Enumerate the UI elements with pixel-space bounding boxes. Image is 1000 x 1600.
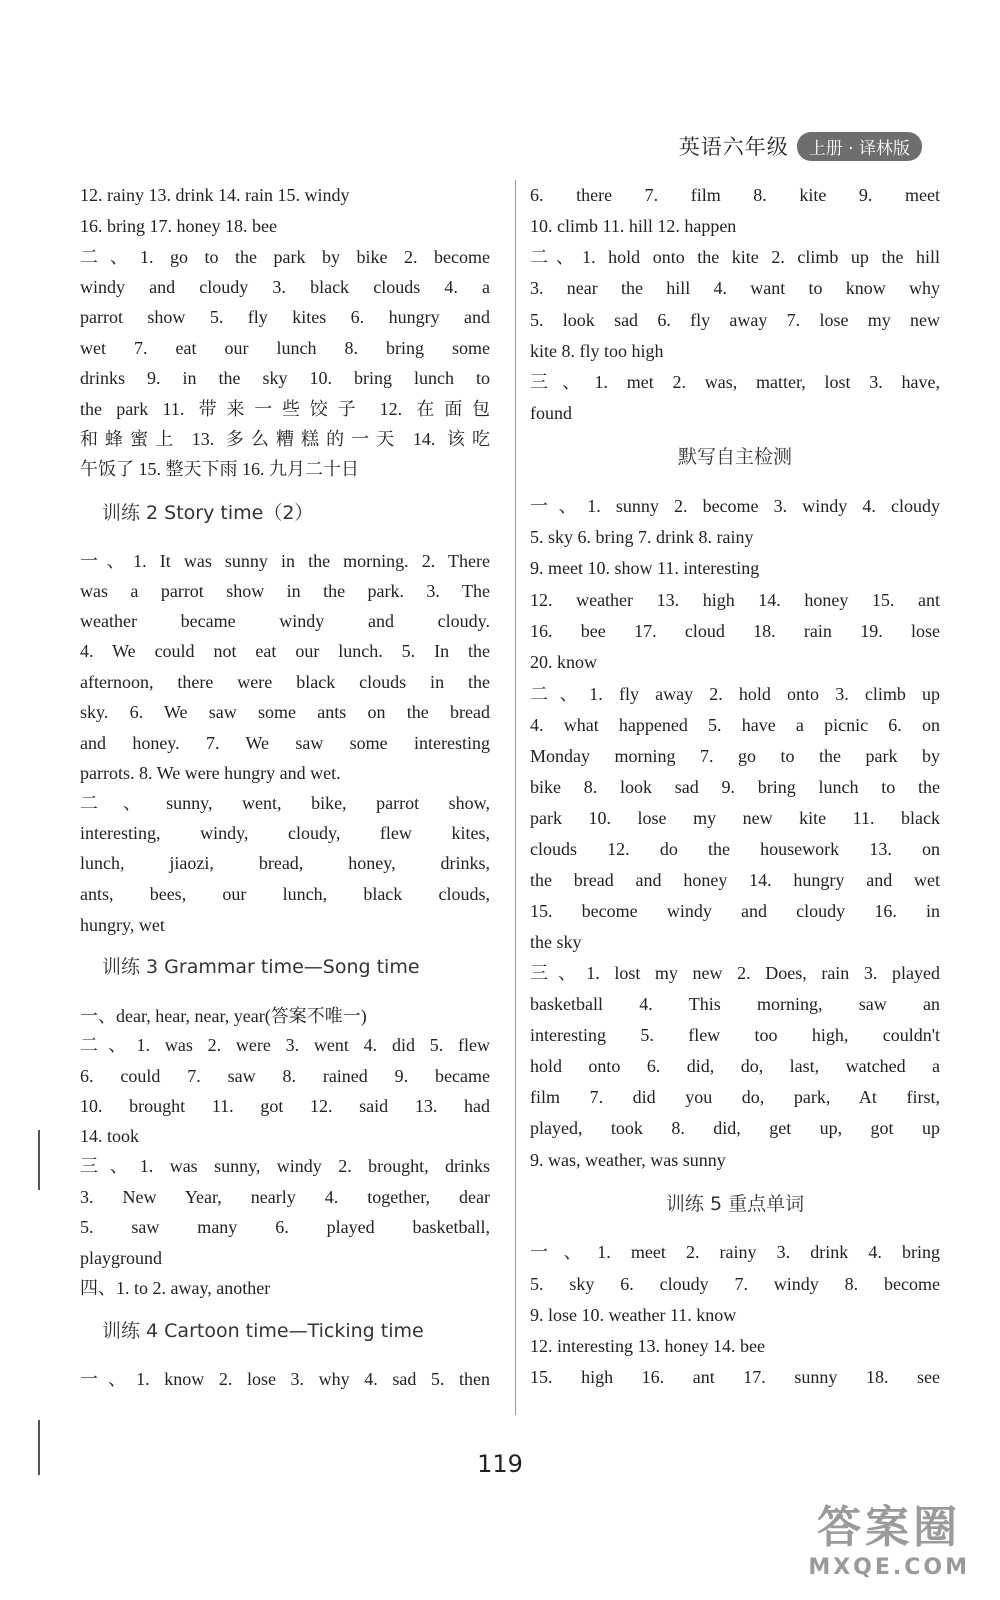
answer-line: and honey. 7. We saw some interesting [80,733,490,753]
scan-mark [38,1130,40,1190]
answer-line: 6. could 7. saw 8. rained 9. became [80,1066,490,1086]
answer-line: 6. there 7. film 8. kite 9. meet [530,185,940,205]
answer-line: 9. was, weather, was sunny [530,1150,726,1170]
answer-line: 15. high 16. ant 17. sunny 18. see [530,1367,940,1387]
answer-line: 一、dear, hear, near, year(答案不唯一) [80,1006,367,1026]
answer-line: 3. New Year, nearly 4. together, dear [80,1187,490,1207]
answer-line: 四、1. to 2. away, another [80,1278,271,1298]
answer-line: 5. look sad 6. fly away 7. lose my new [530,310,940,330]
answer-line: clouds 12. do the housework 13. on [530,839,940,859]
book-title: 英语六年级 [678,135,789,159]
answer-line: 12. weather 13. high 14. honey 15. ant [530,590,940,610]
section-heading: 默写自主检测 [677,446,792,468]
answer-line: 16. bee 17. cloud 18. rain 19. lose [530,621,940,641]
answer-line: 15. become windy and cloudy 16. in [530,901,940,921]
page-header [679,130,922,162]
answer-line: afternoon, there were black clouds in the [80,672,490,692]
answer-line: 9. lose 10. weather 11. know [530,1305,737,1325]
answer-line: 3. near the hill 4. want to know why [530,278,940,298]
answer-line: interesting 5. flew too high, couldn't [530,1025,940,1045]
answer-line: 4. what happened 5. have a picnic 6. on [530,715,940,735]
answer-line: bike 8. look sad 9. bring lunch to the [530,777,940,797]
section-heading: 训练 3 Grammar time—Song time [102,956,420,978]
watermark-sub: MXQE.COM [808,1555,970,1580]
answer-line: 10. brought 11. got 12. said 13. had [80,1096,490,1116]
section-heading: 训练 4 Cartoon time—Ticking time [102,1320,424,1342]
answer-line: 三、1. lost my new 2. Does, rain 3. played [530,963,940,983]
answer-line: wet 7. eat our lunch 8. bring some [80,338,490,358]
answer-line: parrots. 8. We were hungry and wet. [80,763,341,783]
answer-line: 12. rainy 13. drink 14. rain 15. windy [80,185,350,205]
answer-line: 一、1. know 2. lose 3. why 4. sad 5. then [80,1369,490,1389]
section-heading: 训练 5 重点单词 [665,1193,805,1215]
answer-line: Monday morning 7. go to the park by [530,746,940,766]
page-number: 119 [477,1450,523,1478]
answer-line: drinks 9. in the sky 10. bring lunch to [80,368,490,388]
answer-line: playground [80,1248,162,1268]
scan-mark [38,1420,40,1475]
answer-line: 一、1. sunny 2. become 3. windy 4. cloudy [530,496,940,516]
answer-line: hungry, wet [80,915,165,935]
answer-line: parrot show 5. fly kites 6. hungry and [80,307,490,327]
answer-line: 16. bring 17. honey 18. bee [80,216,277,236]
answer-line: ants, bees, our lunch, black clouds, [80,884,490,904]
answer-line: 5. sky 6. bring 7. drink 8. rainy [530,527,754,547]
edition-badge: 上册 · 译林版 [797,132,922,161]
answer-line: the bread and honey 14. hungry and wet [530,870,940,890]
answer-line: 午饭了 15. 整天下雨 16. 九月二十日 [80,459,359,479]
answer-line: found [530,403,572,423]
answer-line: 一、1. meet 2. rainy 3. drink 4. bring [530,1242,940,1262]
answer-line: basketball 4. This morning, saw an [530,994,940,1014]
answer-line: 9. meet 10. show 11. interesting [530,558,760,578]
answer-line: 一、1. It was sunny in the morning. 2. There [80,551,490,571]
answer-line: sky. 6. We saw some ants on the bread [80,702,490,722]
answer-line: park 10. lose my new kite 11. black [530,808,940,828]
column-divider [515,180,516,1415]
answer-line: 二、1. fly away 2. hold onto 3. climb up [530,684,940,704]
answer-line: 14. took [80,1126,140,1146]
answer-line: 20. know [530,652,597,672]
answer-line: hold onto 6. did, do, last, watched a [530,1056,940,1076]
answer-line: 5. sky 6. cloudy 7. windy 8. become [530,1274,940,1294]
answer-line: 二、1. was 2. were 3. went 4. did 5. flew [80,1035,490,1055]
section-heading: 训练 2 Story time（2） [102,502,314,524]
answer-line: lunch, jiaozi, bread, honey, drinks, [80,853,490,873]
answer-line: 4. We could not eat our lunch. 5. In the [80,641,490,661]
answer-line: interesting, windy, cloudy, flew kites, [80,823,490,843]
answer-line: film 7. did you do, park, At first, [530,1087,940,1107]
answer-line: windy and cloudy 3. black clouds 4. a [80,277,490,297]
answer-line: was a parrot show in the park. 3. The [80,581,490,601]
answer-line: 12. interesting 13. honey 14. bee [530,1336,765,1356]
answer-line: 二、1. hold onto the kite 2. climb up the hill [530,247,940,267]
answer-line: 三、1. met 2. was, matter, lost 3. have, [530,372,940,392]
answer-line: 5. saw many 6. played basketball, [80,1217,490,1237]
answer-line: kite 8. fly too high [530,341,664,361]
answer-line: the sky [530,932,582,952]
answer-line: 和蜂蜜上 13. 多么糟糕的一天 14. 该吃 [80,429,490,449]
watermark [808,1491,970,1580]
answer-line: weather became windy and cloudy. [80,611,490,631]
answer-line: 三、1. was sunny, windy 2. brought, drinks [80,1156,490,1176]
answer-line: 二、sunny, went, bike, parrot show, [80,793,490,813]
watermark-main: 答案圈 [817,1502,962,1553]
answer-line: 二、1. go to the park by bike 2. become [80,247,490,267]
answer-line: played, took 8. did, get up, got up [530,1118,940,1138]
answer-line: 10. climb 11. hill 12. happen [530,216,737,236]
answer-line: the park 11. 带来一些饺子 12. 在面包 [80,399,490,419]
